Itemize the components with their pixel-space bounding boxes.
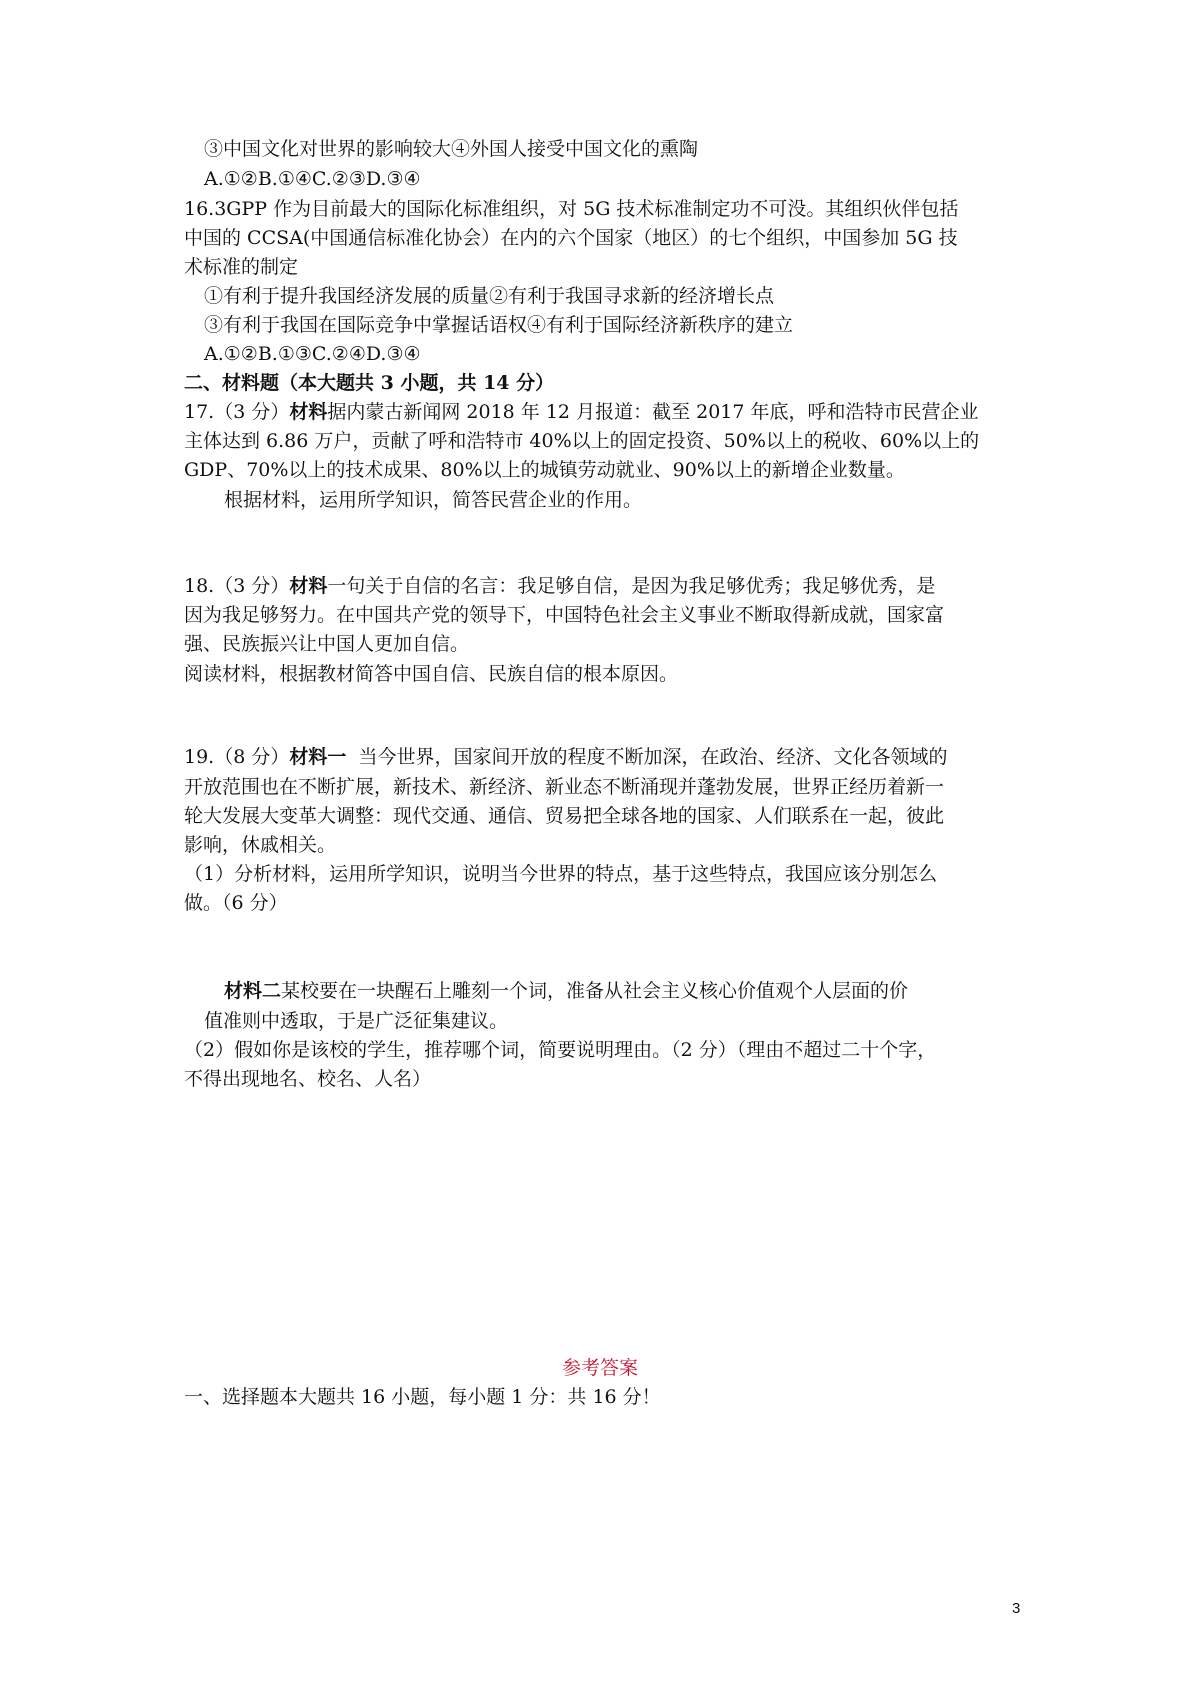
q18-prefix: 18.（3 分） bbox=[184, 575, 290, 597]
q19-material-2-line-1-text: 某校要在一块醒石上雕刻一个词，准备从社会主义核心价值观个人层面的价 bbox=[281, 980, 909, 1002]
q17-line-1 bbox=[184, 401, 979, 423]
q19-sub1-line-2: 做。（6 分） bbox=[184, 892, 288, 914]
q19-material-2-label: 材料二 bbox=[224, 980, 282, 1002]
q16-option-line-1: ①有利于提升我国经济发展的质量②有利于我国寻求新的经济增长点 bbox=[204, 285, 775, 307]
q19-line-4: 影响，休戚相关。 bbox=[184, 834, 337, 856]
q15-answer-choices: A.①②B.①④C.②③D.③④ bbox=[204, 168, 421, 190]
q18-line-1 bbox=[184, 575, 935, 597]
q19-line-2: 开放范围也在不断扩展，新技术、新经济、新业态不断涌现并蓬勃发展，世界正经历着新一 bbox=[184, 776, 945, 798]
q19-material-2-line-1 bbox=[224, 980, 908, 1002]
q17-line-2: 主体达到 6.86 万户，贡献了呼和浩特市 40%以上的固定投资、50%以上的税收、60%以上的 bbox=[184, 430, 980, 452]
answer-key-title: 参考答案 bbox=[561, 1357, 638, 1379]
q18-question: 阅读材料，根据教材简答中国自信、民族自信的根本原因。 bbox=[184, 663, 679, 685]
q19-sub1-line-1: （1）分析材料，运用所学知识，说明当今世界的特点，基于这些特点，我国应该分别怎么 bbox=[184, 863, 938, 885]
q19-sub2-line-2: 不得出现地名、校名、人名） bbox=[184, 1068, 432, 1090]
q17-question: 根据材料，运用所学知识，简答民营企业的作用。 bbox=[224, 489, 643, 511]
q15-option-line: ③中国文化对世界的影响较大④外国人接受中国文化的熏陶 bbox=[204, 138, 699, 160]
q17-material-label: 材料 bbox=[289, 401, 328, 423]
q17-line-3: GDP、70%以上的技术成果、80%以上的城镇劳动就业、90%以上的新增企业数量。 bbox=[184, 459, 905, 481]
q19-material-2-line-2: 值准则中透取，于是广泛征集建议。 bbox=[204, 1010, 509, 1032]
q17-prefix: 17.（3 分） bbox=[184, 401, 290, 423]
q19-sub2-line-1: （2）假如你是该校的学生，推荐哪个词，简要说明理由。（2 分）（理由不超过二十个字， bbox=[184, 1039, 937, 1061]
q18-material-label: 材料 bbox=[289, 575, 328, 597]
q16-answer-choices: A.①②B.①③C.②④D.③④ bbox=[204, 343, 421, 365]
section-2-heading: 二、材料题（本大题共 3 小题，共 14 分） bbox=[184, 372, 555, 394]
page-number: 3 bbox=[1012, 1600, 1021, 1617]
q19-material-1-label: 材料一 bbox=[289, 746, 347, 768]
q16-stem-line-1: 16.3GPP 作为目前最大的国际化标准组织，对 5G 技术标准制定功不可没。其组织伙伴包括 bbox=[184, 198, 959, 220]
q19-line-1 bbox=[184, 746, 947, 768]
q17-line-1-text: 据内蒙古新闻网 2018 年 12 月报道：截至 2017 年底，呼和浩特市民营企业 bbox=[327, 401, 979, 423]
q19-line-1-text: 当今世界，国家间开放的程度不断加深，在政治、经济、文化各领域的 bbox=[346, 746, 948, 768]
q18-line-2: 因为我足够努力。在中国共产党的领导下，中国特色社会主义事业不断取得新成就，国家富 bbox=[184, 604, 945, 626]
answer-key-section-1: 一、选择题本大题共 16 小题，每小题 1 分：共 16 分！ bbox=[184, 1386, 661, 1408]
q16-option-line-2: ③有利于我国在国际竞争中掌握话语权④有利于国际经济新秩序的建立 bbox=[204, 314, 794, 336]
q18-line-3: 强、民族振兴让中国人更加自信。 bbox=[184, 633, 470, 655]
q16-stem-line-3: 术标准的制定 bbox=[184, 256, 299, 278]
q16-stem-line-2: 中国的 CCSA(中国通信标准化协会）在内的六个国家（地区）的七个组织，中国参加 5G 技 bbox=[184, 227, 958, 249]
q18-line-1-text: 一句关于自信的名言：我足够自信，是因为我足够优秀；我足够优秀，是 bbox=[327, 575, 936, 597]
q19-prefix: 19.（8 分） bbox=[184, 746, 290, 768]
q19-line-3: 轮大发展大变革大调整：现代交通、通信、贸易把全球各地的国家、人们联系在一起，彼此 bbox=[184, 805, 945, 827]
